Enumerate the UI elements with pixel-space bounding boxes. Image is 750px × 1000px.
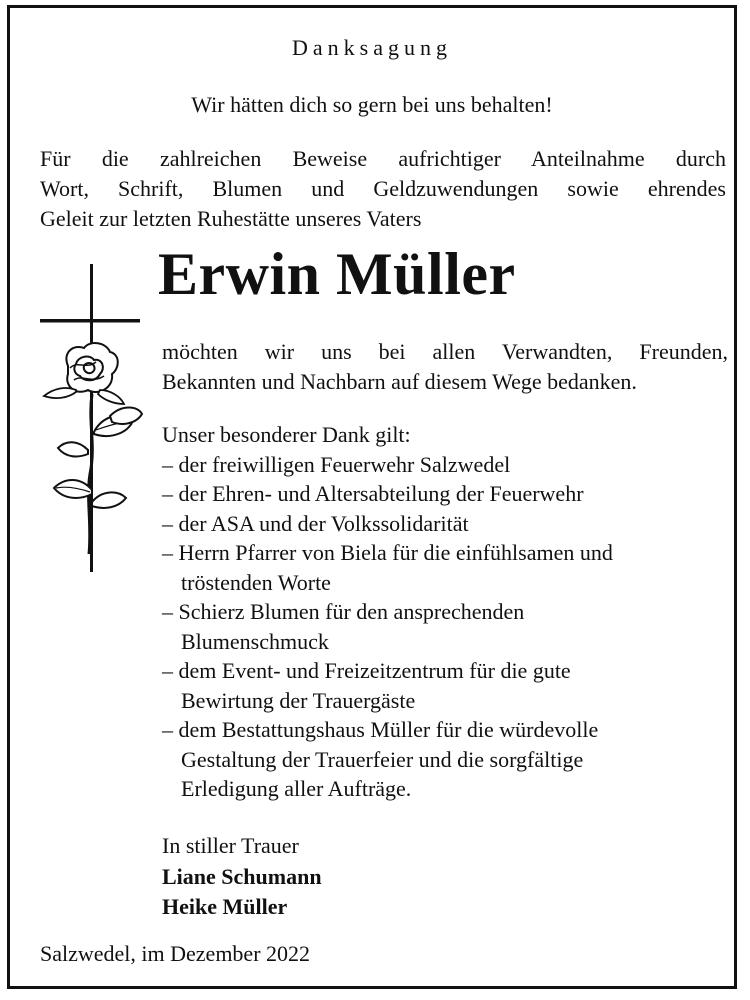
thanks-item: – der Ehren- und Altersabteilung der Feuerwehr xyxy=(162,481,584,506)
thanks-item-continuation: Bewirtung der Trauergäste xyxy=(181,687,416,713)
thanks-item-continuation: Gestaltung der Trauerfeier und die sorgfältige xyxy=(181,746,584,772)
intro-line: Für die zahlreichen Beweise aufrichtiger Anteilnahme durch xyxy=(40,146,726,171)
intro-line: Geleit zur letzten Ruhestätte unseres Vaters xyxy=(40,206,422,231)
thanks-line: möchten wir uns bei allen Verwandten, Freunden, xyxy=(162,339,728,364)
special-thanks xyxy=(162,420,732,804)
thanks-item-continuation: tröstenden Worte xyxy=(181,569,331,595)
thanks-item: – der freiwilligen Feuerwehr Salzwedel xyxy=(162,451,511,477)
mourning-block xyxy=(162,831,322,923)
notice-frame xyxy=(7,5,737,989)
thanks-item: – Schierz Blumen für den ansprechenden xyxy=(162,599,525,624)
cross-with-rose-icon xyxy=(40,264,146,574)
heading: Danksagung xyxy=(292,35,452,60)
thanks-item: – dem Bestattungshaus Müller für die würdevolle xyxy=(162,717,599,742)
mourner-name: Liane Schumann xyxy=(162,863,322,889)
thanks-item: – dem Event- und Freizeitzentrum für die gute xyxy=(162,658,571,683)
thanks-text xyxy=(162,337,728,397)
mourning-label: In stiller Trauer xyxy=(162,833,299,858)
thanks-line: Bekannten und Nachbarn auf diesem Wege bedanken. xyxy=(162,369,637,394)
intro-line: Wort, Schrift, Blumen und Geldzuwendungen sowie ehrendes xyxy=(40,176,726,201)
thanks-item: – der ASA und der Volkssolidarität xyxy=(162,510,469,536)
special-thanks-title: Unser besonderer Dank gilt: xyxy=(162,422,411,447)
place-date: Salzwedel, im Dezember 2022 xyxy=(40,941,311,966)
deceased-name: Erwin Müller xyxy=(158,241,516,307)
thanks-item: – Herrn Pfarrer von Biela für die einfühlsamen und xyxy=(162,540,613,565)
intro-text xyxy=(40,144,726,234)
motto: Wir hätten dich so gern bei uns behalten! xyxy=(191,92,553,117)
thanks-item-continuation: Blumenschmuck xyxy=(181,628,329,654)
thanks-item-continuation: Erledigung aller Aufträge. xyxy=(181,776,412,801)
mourner-name: Heike Müller xyxy=(162,894,288,919)
